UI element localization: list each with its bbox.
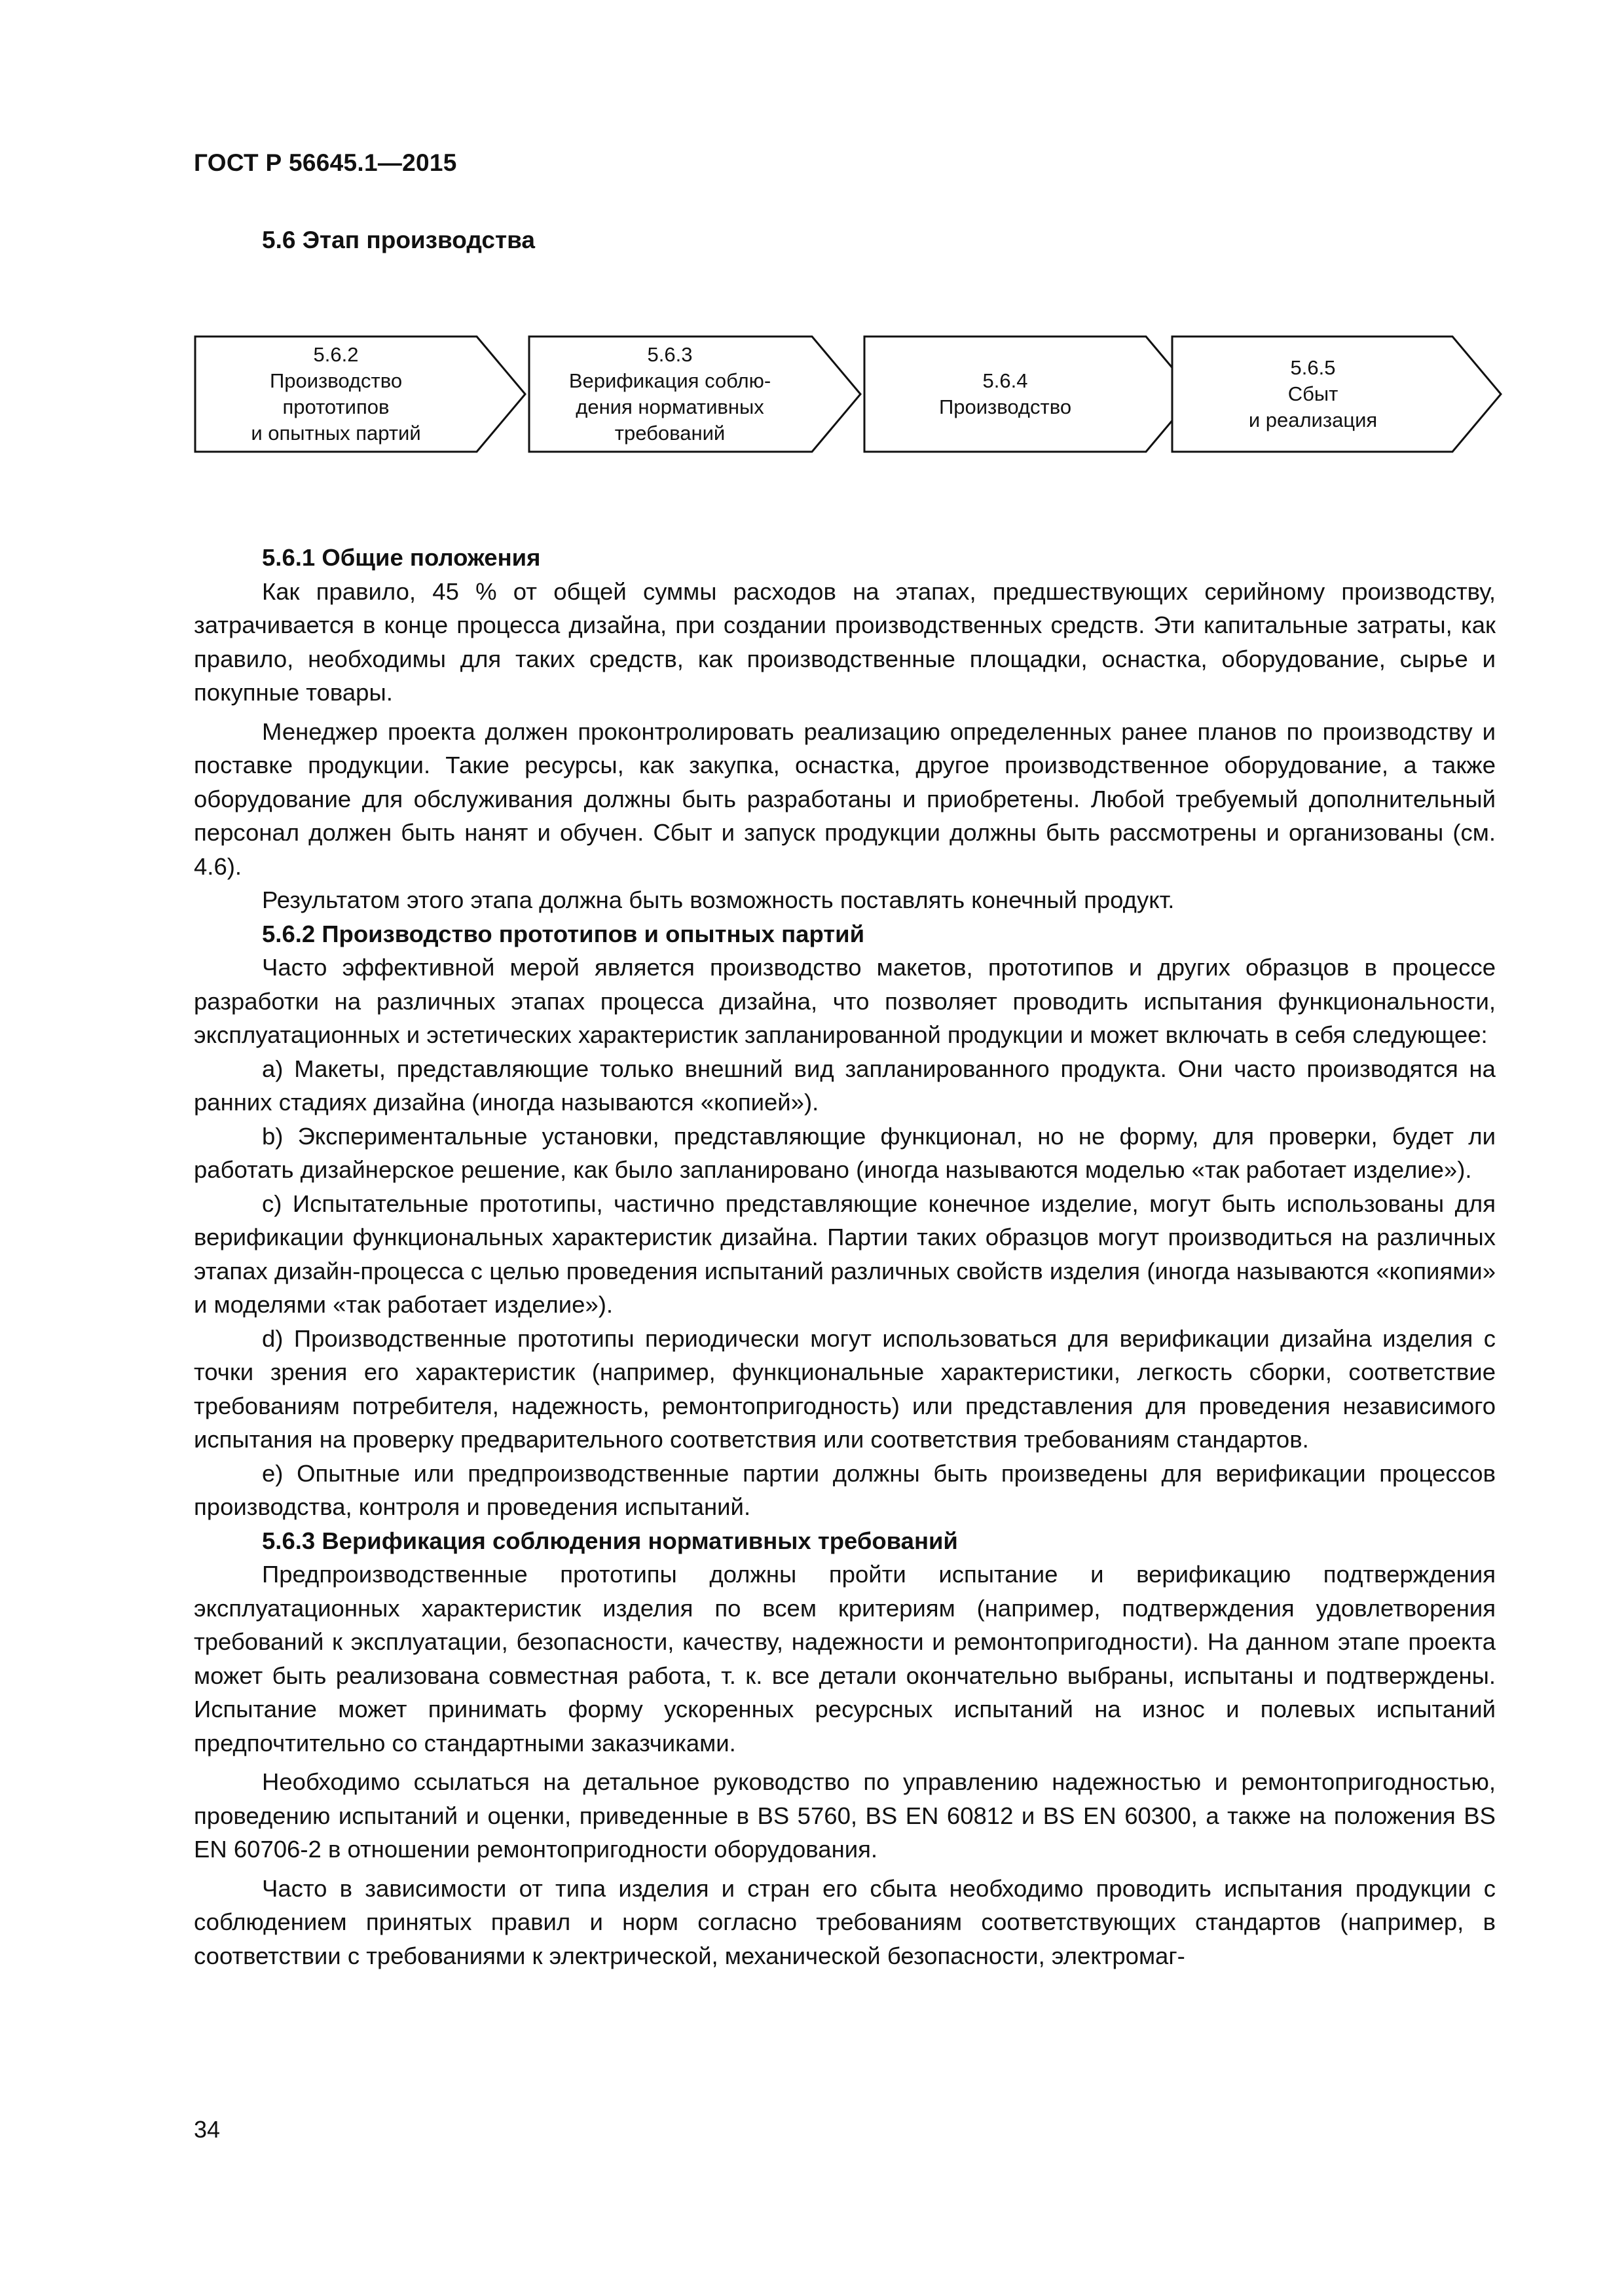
flow-step-label-line: и опытных партий bbox=[251, 422, 421, 445]
flow-step-label-line: Производство bbox=[938, 395, 1072, 418]
flow-step-5-6-5 bbox=[1172, 335, 1454, 453]
flow-step-label-line: требований bbox=[614, 422, 726, 445]
paragraph: Часто в зависимости от типа изделия и стран его сбыта необходимо проводить испытания продукции с соблюдением принятых правил и норм согласно требованиям соответствующих стандартов (например, в соответствии с требованиями к электрической, механической безопасности, электромаг- bbox=[194, 1874, 1496, 1969]
subsection-heading-5-6-2: 5.6.2 Производство прототипов и опытных партий bbox=[262, 920, 865, 947]
subsection-heading-5-6-1: 5.6.1 Общие положения bbox=[262, 544, 541, 571]
list-item-c: c) Испытательные прототипы, частично представляющие конечное изделие, могут быть использованы для верификации функциональных характеристик дизайна. Партии таких образцов могут производиться на различных этапах дизайн-процесса с целью проведения испытаний различных свойств изделия (иногда называются «копиями» и моделями «так работает изделие»). bbox=[194, 1190, 1496, 1318]
paragraph: Как правило, 45 % от общей суммы расходов на этапах, предшествующих серийному производству, затрачивается в конце процесса дизайна, при создании производственных средств. Эти капитальные затраты, как правило, необходимы для таких средств, как производственные площадки, оснастка, оборудование, сырье и покупные товары. bbox=[194, 577, 1496, 706]
flow-step-number: 5.6.4 bbox=[982, 369, 1028, 392]
flow-step-label-line: и реализация bbox=[1248, 409, 1378, 431]
list-item-d: d) Производственные прототипы периодически могут использоваться для верификации дизайна изделия с точки зрения его характеристик (например, функциональные характеристики, легкость сборки, соответствие требованиям потребителя, надежность, ремонтопригодность) или представления для проведения независимого испытания на проверку предварительного соответствия или соответствия требованиям стандартов. bbox=[194, 1324, 1496, 1453]
document-code: ГОСТ Р 56645.1—2015 bbox=[194, 149, 457, 176]
paragraph: Часто эффективной мерой является производство макетов, прототипов и других образцов в процессе разработки на различных этапах процесса дизайна, что позволяет проводить испытания функциональности, эксплуатационных и эстетических характеристик запланированной продукции и может включать в себя следующее: bbox=[194, 954, 1496, 1048]
flow-step-5-6-3 bbox=[529, 335, 811, 453]
section-title: 5.6 Этап производства bbox=[262, 227, 535, 253]
flow-step-label-line: Производство bbox=[269, 369, 403, 392]
flow-step-label-line: Сбыт bbox=[1287, 382, 1338, 405]
list-item-b: b) Экспериментальные установки, представляющие функционал, но не форму, для проверки, будет ли работать дизайнерское решение, как было запланировано (иногда называются моделью «так работает изделие»). bbox=[194, 1122, 1496, 1183]
flow-step-label-line: Верификация соблю- bbox=[568, 369, 771, 392]
flow-step-5-6-4 bbox=[864, 335, 1146, 453]
page-number: 34 bbox=[194, 2116, 221, 2143]
list-item-a: a) Макеты, представляющие только внешний вид запланированного продукта. Они часто производятся на ранних стадиях дизайна (иногда называются «копией»). bbox=[194, 1055, 1496, 1116]
flow-step-number: 5.6.2 bbox=[313, 343, 359, 366]
flow-step-label-line: дения нормативных bbox=[576, 395, 764, 418]
document-body bbox=[194, 541, 1496, 1973]
process-flow-diagram bbox=[194, 335, 1504, 453]
paragraph: Предпроизводственные прототипы должны пройти испытание и верификацию подтверждения эксплуатационных характеристик изделия по всем критериям (например, подтверждения удовлетворения требований к эксплуатации, безопасности, качеству, надежности и ремонтопригодности). На данном этапе проекта может быть реализована совместная работа, т. к. все детали окончательно выбраны, испытаны и подтверждены. Испытание может принимать форму ускоренных ресурсных испытаний на износ и полевых испытаний предпочтительно со стандартными заказчиками. bbox=[194, 1561, 1496, 1757]
paragraph: Необходимо ссылаться на детальное руководство по управлению надежностью и ремонтопригодностью, проведению испытаний и оценки, приведенные в BS 5760, BS EN 60812 и BS EN 60300, а также на положения BS EN 60706-2 в отношении ремонтопригодности оборудования. bbox=[194, 1768, 1496, 1863]
paragraph: Результатом этого этапа должна быть возможность поставлять конечный продукт. bbox=[262, 886, 1175, 913]
flow-step-number: 5.6.3 bbox=[647, 343, 693, 366]
flow-step-label-line: прототипов bbox=[282, 395, 390, 418]
flow-step-5-6-2 bbox=[195, 335, 477, 453]
paragraph: Менеджер проекта должен проконтролировать реализацию определенных ранее планов по производству и поставке продукции. Такие ресурсы, как закупка, оснастка, другое производственное оборудование, а также оборудование для обслуживания должны быть разработаны и приобретены. Любой требуемый дополнительный персонал должен быть нанят и обучен. Сбыт и запуск продукции должны быть рассмотрены и организованы (см. 4.6). bbox=[194, 718, 1496, 880]
flow-step-number: 5.6.5 bbox=[1290, 356, 1336, 379]
subsection-heading-5-6-3: 5.6.3 Верификация соблюдения нормативных требований bbox=[262, 1527, 958, 1554]
list-item-e: e) Опытные или предпроизводственные партии должны быть произведены для верификации процессов производства, контроля и проведения испытаний. bbox=[194, 1459, 1496, 1520]
